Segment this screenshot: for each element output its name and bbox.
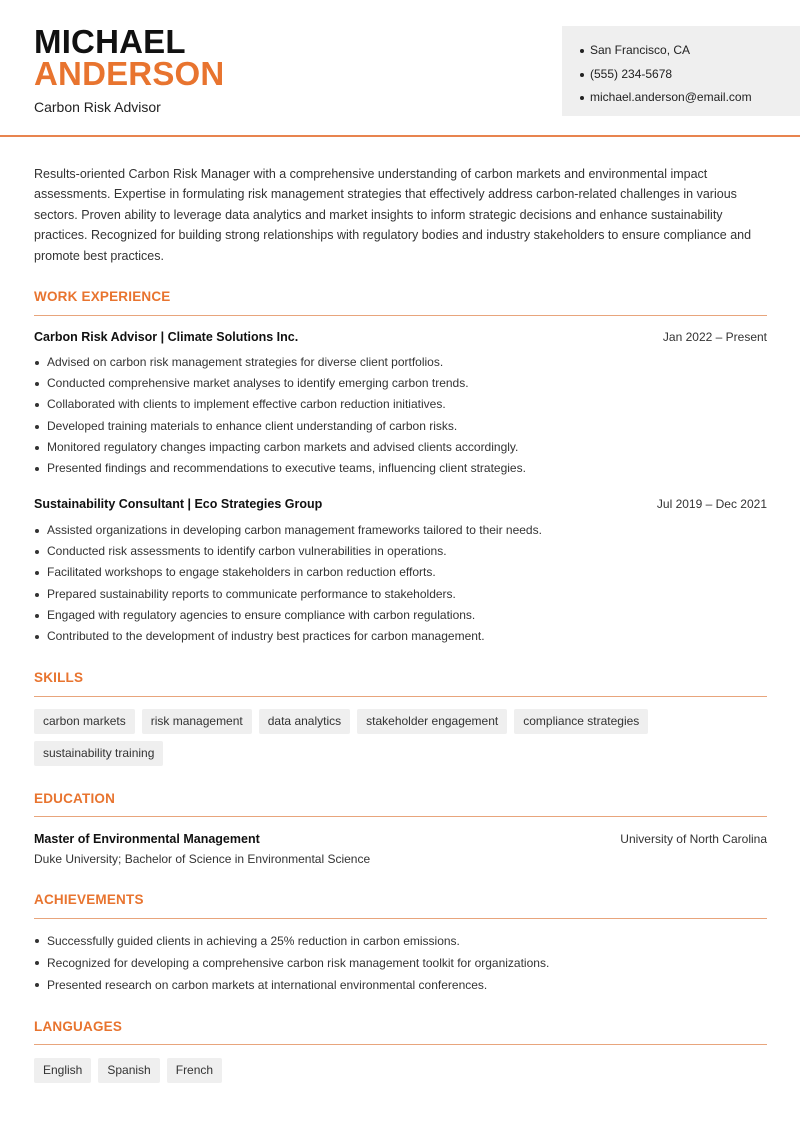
section-divider bbox=[34, 1044, 767, 1045]
language-tag: English bbox=[34, 1058, 91, 1083]
list-item: Collaborated with clients to implement effective carbon reduction initiatives. bbox=[34, 394, 754, 415]
list-item: Presented research on carbon markets at international environmental conferences. bbox=[34, 974, 767, 996]
first-name: MICHAEL bbox=[34, 23, 186, 60]
list-item: Recognized for developing a comprehensive carbon risk management toolkit for organizations. bbox=[34, 952, 767, 974]
list-item: Prepared sustainability reports to communicate performance to stakeholders. bbox=[34, 584, 754, 605]
job-dates: Jul 2019 – Dec 2021 bbox=[656, 497, 767, 511]
section-title-skills: SKILLS bbox=[34, 670, 84, 685]
contact-email: michael.anderson@email.com bbox=[580, 86, 800, 110]
list-item: Conducted comprehensive market analyses to identify emerging carbon trends. bbox=[34, 373, 754, 394]
list-item: Successfully guided clients in achieving a 25% reduction in carbon emissions. bbox=[34, 930, 767, 952]
job-bullets bbox=[34, 520, 754, 647]
skill-tag: carbon markets bbox=[34, 709, 135, 734]
contact-location: San Francisco, CA bbox=[580, 39, 800, 63]
list-item: Assisted organizations in developing carbon management frameworks tailored to their needs. bbox=[34, 520, 754, 541]
section-title-education: EDUCATION bbox=[34, 791, 116, 806]
job-bullets bbox=[34, 352, 754, 479]
last-name: ANDERSON bbox=[34, 55, 225, 92]
education-degree: Master of Environmental Management bbox=[34, 832, 260, 846]
section-title-languages: LANGUAGES bbox=[34, 1019, 123, 1034]
list-item: Presented findings and recommendations to executive teams, influencing client strategies. bbox=[34, 458, 754, 479]
list-item: Engaged with regulatory agencies to ensure compliance with carbon regulations. bbox=[34, 605, 754, 626]
section-divider bbox=[34, 816, 767, 817]
section-title-work: WORK EXPERIENCE bbox=[34, 289, 171, 304]
skills-tags bbox=[34, 709, 674, 766]
list-item: Advised on carbon risk management strategies for diverse client portfolios. bbox=[34, 352, 754, 373]
resume-header bbox=[0, 0, 800, 137]
skill-tag: sustainability training bbox=[34, 741, 163, 766]
job-title-headline: Carbon Risk Advisor bbox=[34, 99, 161, 115]
contact-phone: (555) 234-5678 bbox=[580, 63, 800, 87]
achievements-list bbox=[34, 930, 767, 996]
job-title: Sustainability Consultant | Eco Strategies Group bbox=[34, 497, 323, 511]
list-item: Monitored regulatory changes impacting carbon markets and advised clients accordingly. bbox=[34, 437, 754, 458]
language-tag: French bbox=[167, 1058, 222, 1083]
skill-tag: risk management bbox=[142, 709, 252, 734]
education-school: University of North Carolina bbox=[620, 832, 767, 846]
list-item: Conducted risk assessments to identify carbon vulnerabilities in operations. bbox=[34, 541, 754, 562]
list-item: Contributed to the development of industry best practices for carbon management. bbox=[34, 626, 754, 647]
education-detail: Duke University; Bachelor of Science in Environmental Science bbox=[34, 852, 371, 866]
section-divider bbox=[34, 315, 767, 316]
list-item: Developed training materials to enhance client understanding of carbon risks. bbox=[34, 416, 754, 437]
contact-list bbox=[580, 39, 800, 110]
job-dates: Jan 2022 – Present bbox=[662, 330, 767, 344]
language-tag: Spanish bbox=[98, 1058, 159, 1083]
job-title: Carbon Risk Advisor | Climate Solutions Inc. bbox=[34, 330, 299, 344]
section-divider bbox=[34, 918, 767, 919]
section-divider bbox=[34, 696, 767, 697]
section-title-achievements: ACHIEVEMENTS bbox=[34, 892, 144, 907]
skill-tag: data analytics bbox=[259, 709, 350, 734]
skill-tag: stakeholder engagement bbox=[357, 709, 507, 734]
skill-tag: compliance strategies bbox=[514, 709, 648, 734]
contact-box bbox=[562, 26, 800, 116]
list-item: Facilitated workshops to engage stakeholders in carbon reduction efforts. bbox=[34, 562, 754, 583]
summary-paragraph: Results-oriented Carbon Risk Manager with a comprehensive understanding of carbon markets and environmental impact assessments. Expertise in formulating risk management strategies that effectively address carbon-related challenges in various sectors. Proven ability to leverage data analytics and market insights to inform strategic decisions and enhance sustainability practices. Recognized for building strong relationships with regulatory bodies and industry stakeholders to ensure compliance and promote best practices. bbox=[34, 167, 752, 263]
language-tags bbox=[34, 1058, 767, 1083]
